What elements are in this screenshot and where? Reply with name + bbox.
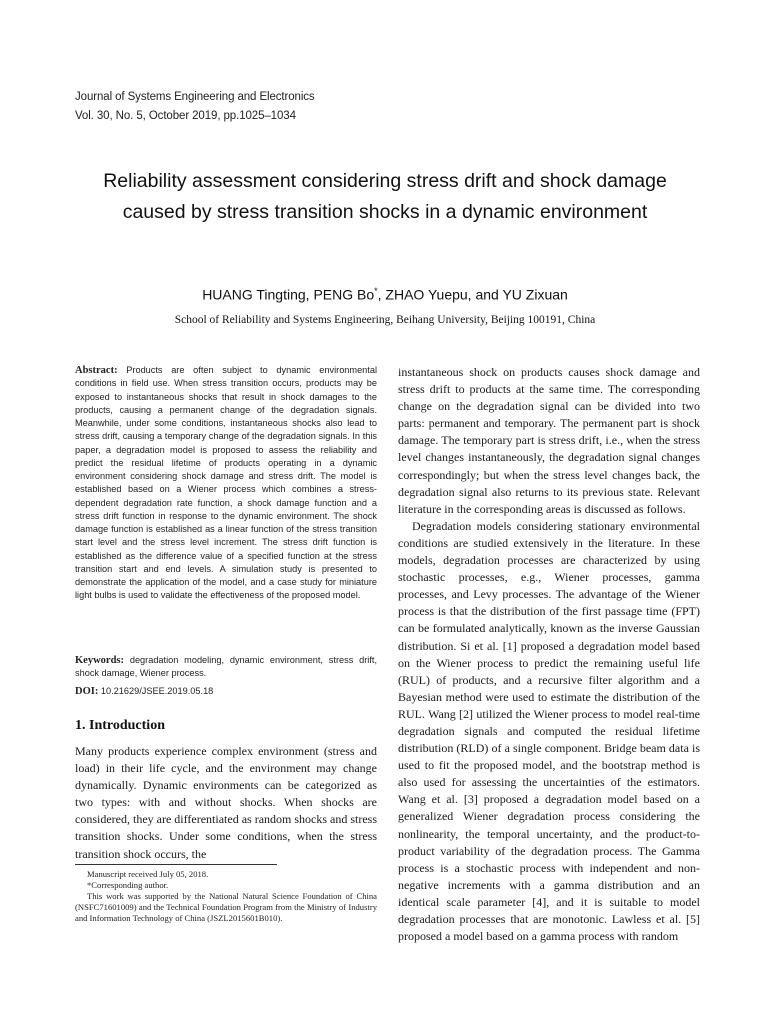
corresponding-mark: * (374, 286, 378, 296)
keywords-text: degradation modeling, dynamic environment, stress drift, shock damage, Wiener process. (75, 655, 377, 679)
abstract-text: Products are often subject to dynamic environmental conditions in field use. When stress transition occurs, products may be exposed to instantaneous shocks that result in shock damages to the products, causing a permanent change of the degradation signals. Meanwhile, under some conditions, instantaneous shocks also lead to stress drift, causing a temporary change of the degradation signals. In this paper, a degradation model is proposed to assess the reliability and predict the residual lifetime of products operating in a dynamic environment considering shock damage and stress drift. The model is established based on a Wiener process which combines a stress-dependent degradation rate function, a shock damage function and a stress drift function in response to the dynamic environment. The shock damage function is established as a linear function of the stress transition start level and the stress level increment. The stress drift function is established as the difference value of a specified function at the stress transition start and end levels. A simulation study is presented to demonstrate the application of the model, and a case study for miniature light bulbs is used to validate the effectiveness of the proposed model. (75, 365, 377, 601)
doi (75, 686, 377, 697)
affiliation: School of Reliability and Systems Engineering, Beihang University, Beijing 100191, China (174, 314, 596, 326)
footnote-funding: This work was supported by the National Natural Science Foundation of China (NSFC71601009) and the Technical Foundation Program from the Ministry of Industry and Information Technology of China (JSZL2015601B010). (75, 891, 377, 923)
abstract (75, 364, 377, 603)
authors-first: HUANG Tingting, PENG Bo (202, 286, 375, 303)
footnote-divider (75, 864, 277, 865)
section-heading: 1. Introduction (75, 718, 165, 733)
footnote-corresponding: *Corresponding author. (87, 880, 169, 890)
abstract-label: Abstract: (75, 365, 118, 376)
journal-issue: Vol. 30, No. 5, October 2019, pp.1025–1034 (75, 110, 296, 122)
paper-title: Reliability assessment considering stress drift and shock damage caused by stress transition shocks in a dynamic environment (103, 170, 667, 223)
right-paragraph: instantaneous shock on products causes shock damage and stress drift to products at the same time. The corresponding change on the degradation signal can be divided into two parts: permanent and temporary. The permanent part is shock damage. The temporary part is stress drift, i.e., when the stress level changes instantaneously, the degradation signal changes correspondingly; but when the stress level changes back, the degradation signal also returns to its previous state. Relevant literature in the corresponding areas is discussed as follows. (398, 365, 700, 516)
journal-name: Journal of Systems Engineering and Electronics (75, 91, 315, 103)
doi-text: 10.21629/JSEE.2019.05.18 (100, 686, 214, 696)
keywords (75, 654, 377, 681)
authors-rest: , ZHAO Yuepu, and YU Zixuan (377, 286, 568, 303)
doi-label: DOI: (75, 686, 99, 697)
intro-paragraph: Many products experience complex environment (stress and load) in their life cycle, and the environment may change dynamically. Dynamic environments can be categorized as two types: with and without shocks. When shocks are considered, they are differentiated as random shocks and stress transition shocks. Under some conditions, when the stress transition shock occurs, the (75, 744, 378, 861)
footnotes (75, 869, 377, 924)
right-column (398, 364, 700, 945)
right-paragraph: Degradation models considering stationary environmental conditions are studied extensively in the literature. In these models, degradation processes are characterized by using stochastic processes, e.g., Wiener processes, gamma processes, and Levy processes. The advantage of the Wiener process is that the distribution of the first passage time (FPT) can be formulated analytically, known as the inverse Gaussian distribution. Si et al. [1] proposed a degradation model based on the Wiener process to predict the remaining useful life (RUL) of products, and a recursive filter algorithm and a Bayesian method were used to estimate the distribution of the RUL. Wang [2] utilized the Wiener process to model real-time degradation signals and computed the residual lifetime distribution (RLD) of a single component. Bridge beam data is used to fit the proposed model, and the bootstrap method is also used for assessing the uncertainties of the estimators. Wang et al. [3] proposed a degradation model based on a generalized Wiener degradation process considering the nonlinearity, the temporal uncertainty, and the product-to-product variability of the degradation process. The Gamma process is a stochastic process with independent and non-negative increments with a gamma distribution and an identical scale parameter [4], and it is suitable to model degradation processes that are monotonic. Lawless et al. [5] proposed a model based on a gamma process with random (398, 518, 700, 944)
footnote-received: Manuscript received July 05, 2018. (87, 869, 209, 879)
keywords-label: Keywords: (75, 655, 124, 666)
author-list (90, 286, 680, 303)
